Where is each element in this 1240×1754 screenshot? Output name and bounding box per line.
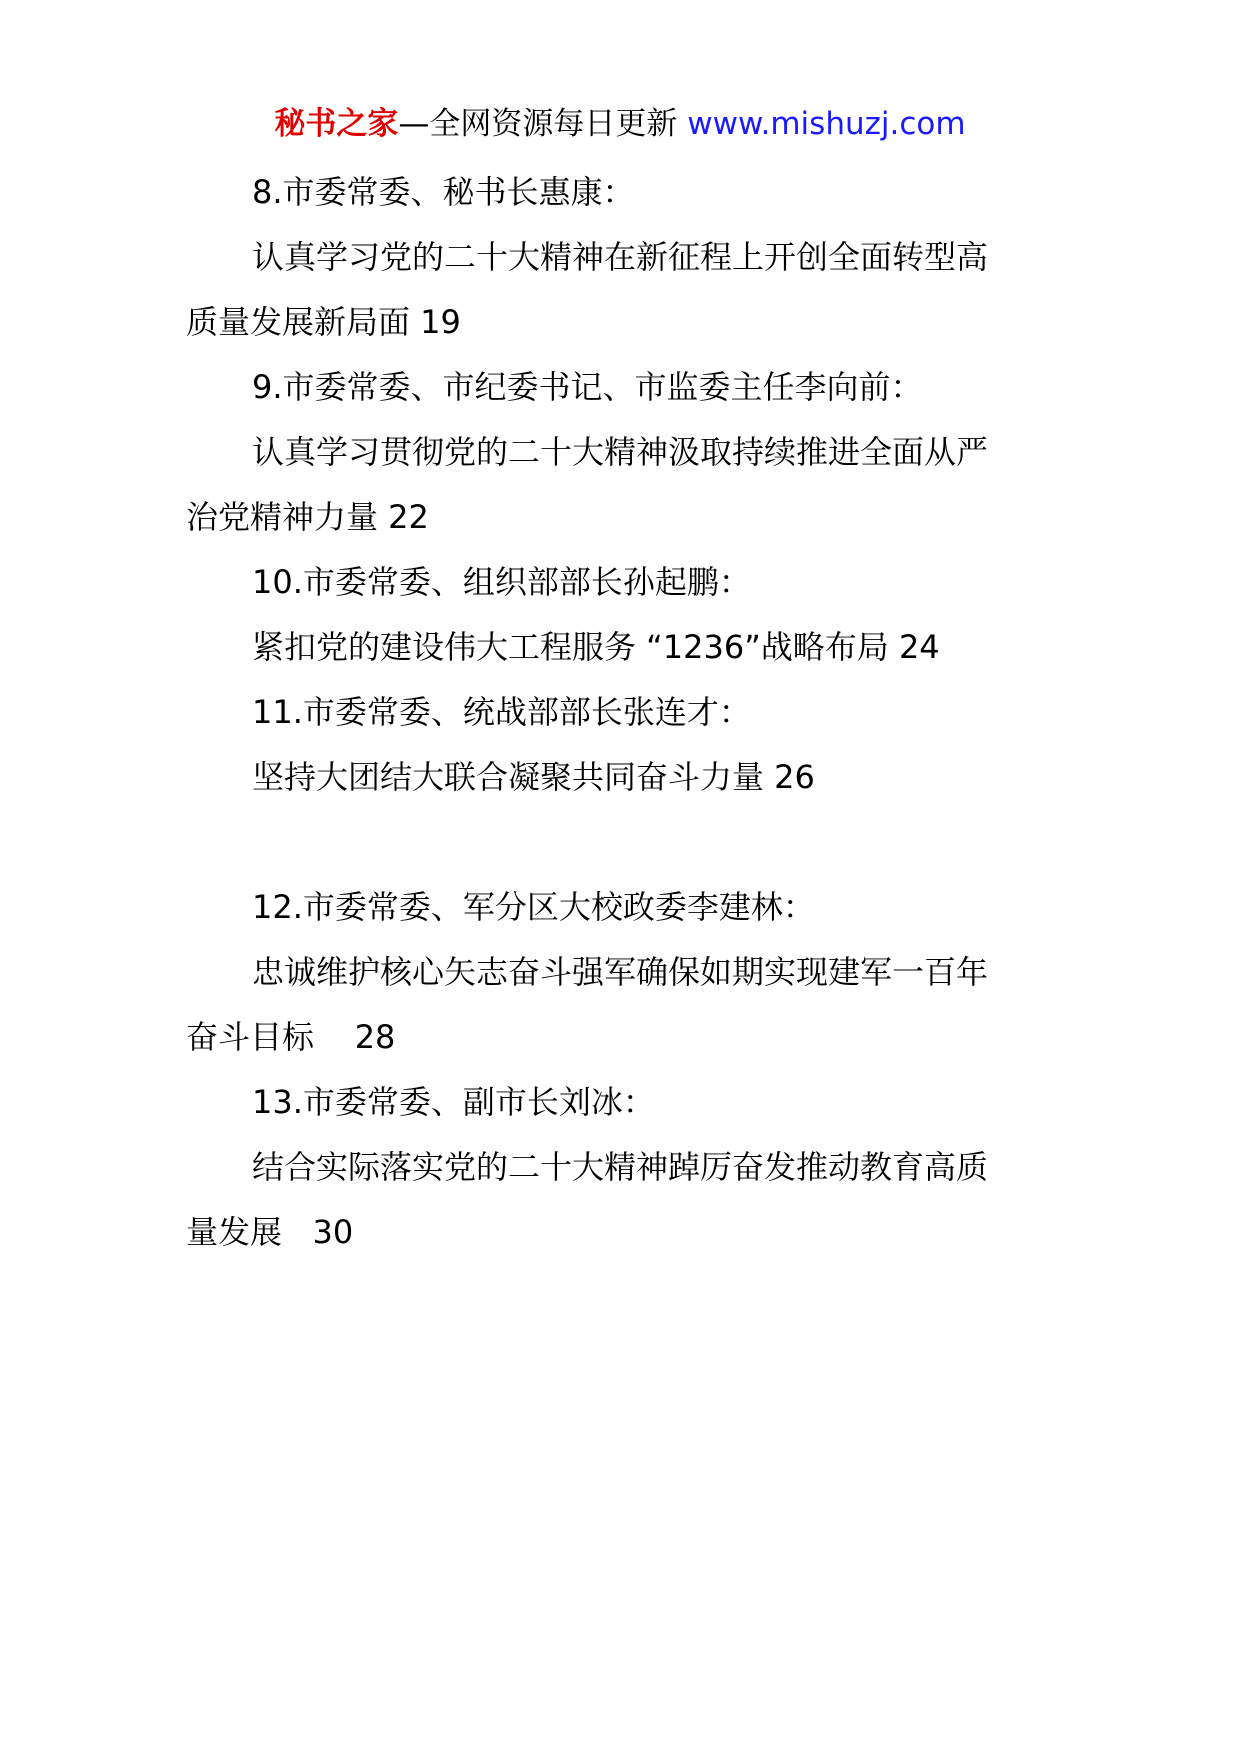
entry-speaker: 11.市委常委、统战部部长张连才： <box>252 693 751 731</box>
entry-title: 认真学习党的二十大精神在新征程上开创全面转型高 <box>252 238 989 276</box>
entry-speaker: 9.市委常委、市纪委书记、市监委主任李向前： <box>252 368 923 406</box>
entry-title: 忠诚维护核心矢志奋斗强军确保如期实现建军一百年 <box>252 953 989 991</box>
entry-title-continued: 奋斗目标 28 <box>186 1018 396 1056</box>
entry-speaker: 12.市委常委、军分区大校政委李建林： <box>252 888 815 926</box>
toc-content <box>186 160 1066 1265</box>
entry-title-continued: 量发展 30 <box>186 1213 354 1251</box>
site-url-link[interactable]: www.mishuzj.com <box>687 106 966 142</box>
entry-title-continued: 质量发展新局面 19 <box>186 303 461 341</box>
entry-speaker: 13.市委常委、副市长刘冰： <box>252 1083 655 1121</box>
entry-title: 坚持大团结大联合凝聚共同奋斗力量 26 <box>252 758 815 796</box>
entry-speaker: 10.市委常委、组织部部长孙起鹏： <box>252 563 751 601</box>
entry-title: 结合实际落实党的二十大精神踔厉奋发推动教育高质 <box>252 1148 989 1186</box>
site-brand: 秘书之家 <box>274 106 399 142</box>
site-slogan: —全网资源每日更新 <box>398 106 678 142</box>
entry-title: 紧扣党的建设伟大工程服务 “1236”战略布局 24 <box>252 628 940 666</box>
entry-title: 认真学习贯彻党的二十大精神汲取持续推进全面从严 <box>252 433 989 471</box>
site-header <box>0 102 1240 146</box>
entry-speaker: 8.市委常委、秘书长惠康： <box>252 173 635 211</box>
blank-line <box>186 810 1066 875</box>
entry-title-continued: 治党精神力量 22 <box>186 498 429 536</box>
